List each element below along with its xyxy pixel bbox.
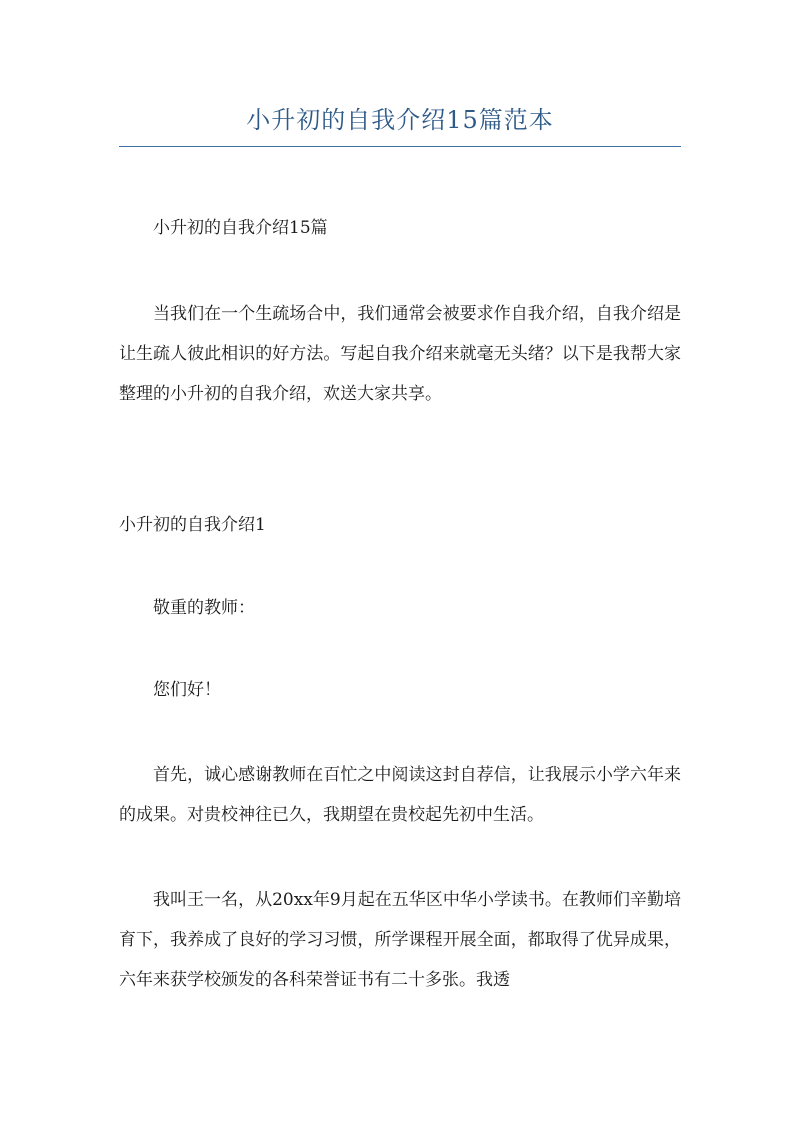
body-paragraph-2: 我叫王一名，从20xx年9月起在五华区中华小学读书。在教师们辛勤培育下，我养成了良好的学习习惯，所学课程开展全面，都取得了优异成果，六年来获学校颁发的各科荣誉证书有二十多张。我透: [119, 890, 681, 990]
title-underline: [119, 146, 681, 147]
salutation-paragraph: 敬重的教师：: [153, 598, 255, 618]
section-heading: 小升初的自我介绍1: [119, 515, 266, 535]
body-paragraph-1: 首先，诚心感谢教师在百忙之中阅读这封自荐信，让我展示小学六年来的成果。对贵校神往已久，我期望在贵校起先初中生活。: [119, 765, 681, 825]
subtitle-paragraph: 小升初的自我介绍15篇: [153, 218, 328, 238]
document-title: 小升初的自我介绍15篇范本: [246, 106, 554, 134]
intro-paragraph: 当我们在一个生疏场合中，我们通常会被要求作自我介绍，自我介绍是让生疏人彼此相识的好方法。写起自我介绍来就毫无头绪？以下是我帮大家整理的小升初的自我介绍，欢送大家共享。: [119, 304, 681, 404]
greeting-paragraph: 您们好！: [153, 680, 221, 700]
